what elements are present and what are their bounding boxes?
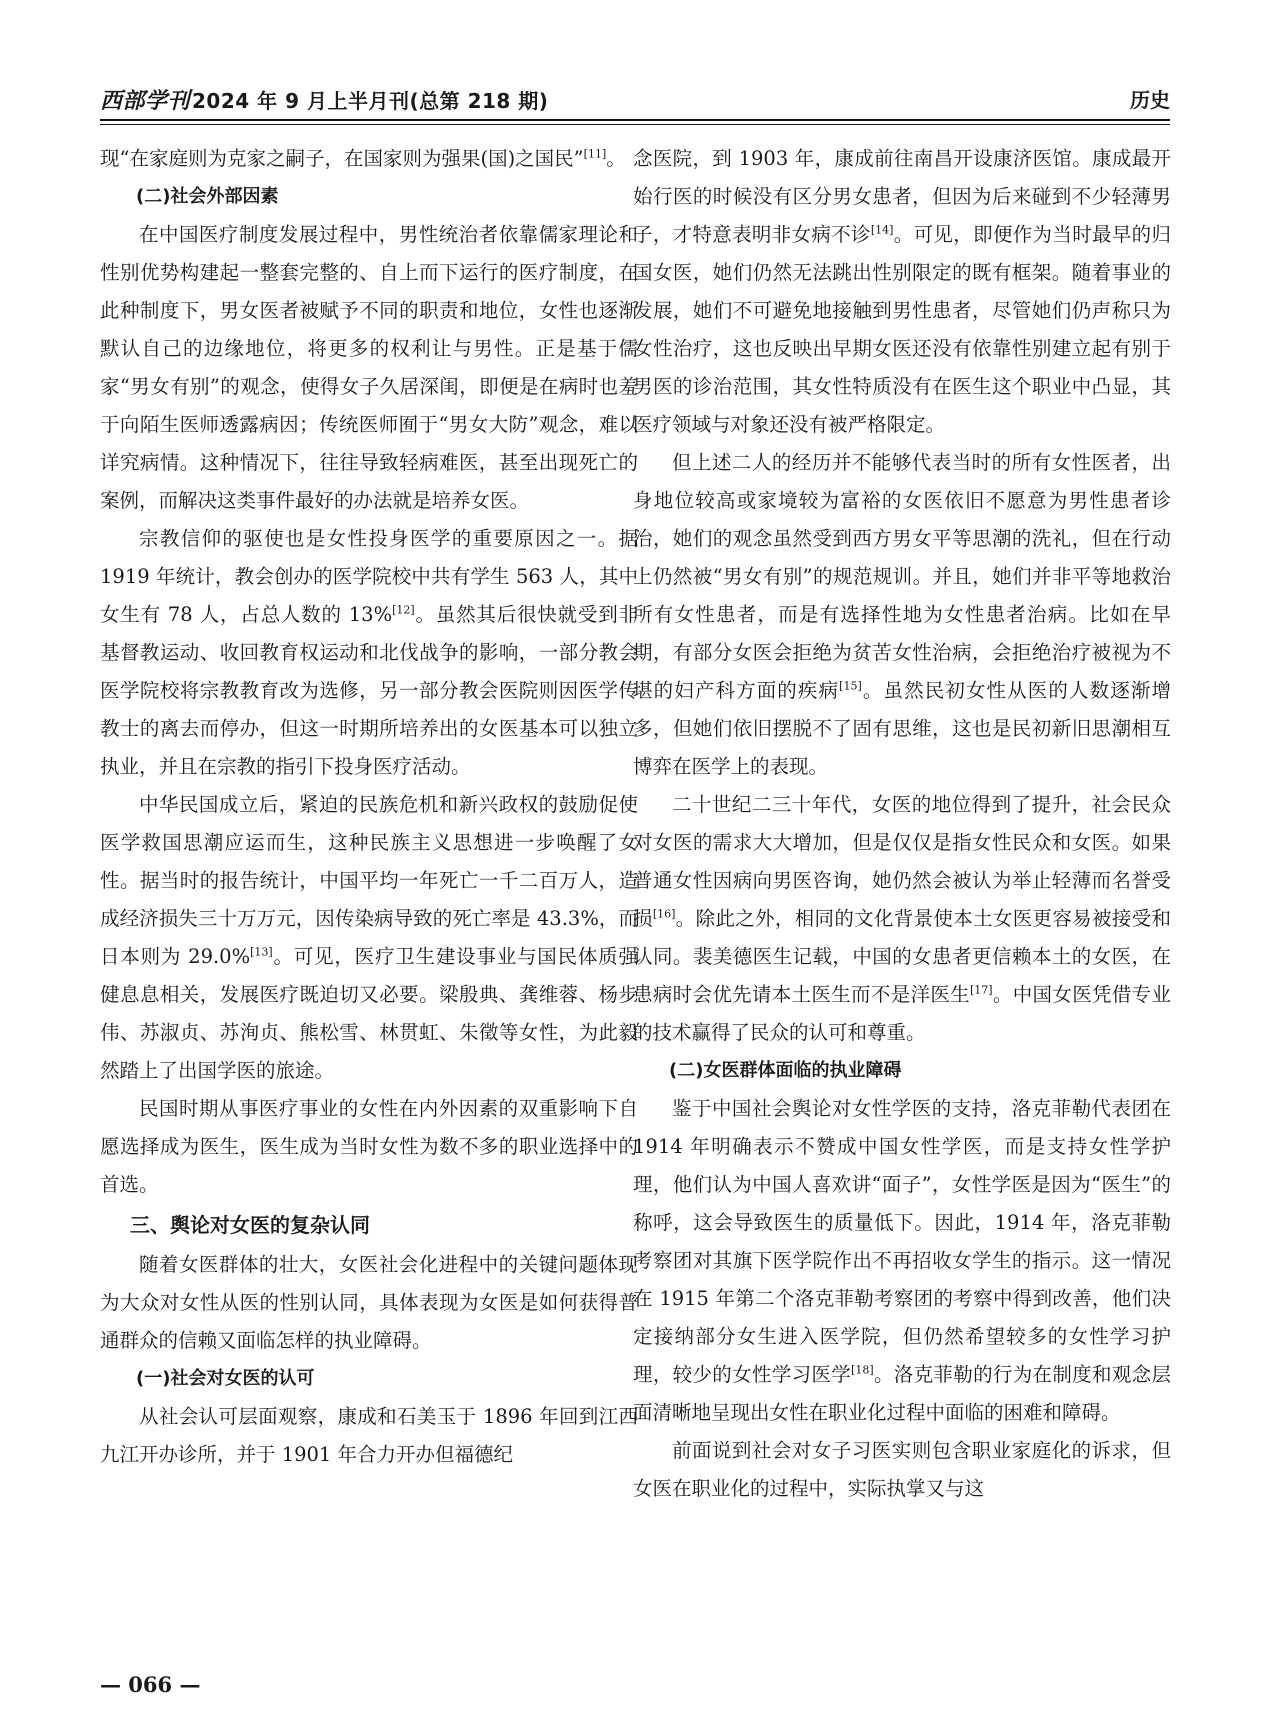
citation: [14] bbox=[870, 223, 894, 237]
paragraph: 二十世纪二三十年代，女医的地位得到了提升，社会民众对女医的需求大大增加，但是仅仅是指女性民众和女医。如果普通女性因病向男医咨询，她仍然会被认为举止轻薄而名誉受损[16]。除此之外，相同的文化背景使本土女医更容易被接受和认同。裴美德医生记载，中国的女患者更信赖本土的女医，在患病时会优先请本土医生而不是洋医生[17]。中国女医凭借专业的技术赢得了民众的认可和尊重。 bbox=[633, 793, 1171, 1044]
citation: [12] bbox=[392, 603, 415, 617]
citation: [16] bbox=[652, 907, 676, 921]
citation: [15] bbox=[839, 679, 862, 693]
page-header bbox=[100, 84, 1170, 118]
subsection-heading: (二)社会外部因素 bbox=[136, 186, 279, 207]
subsection-heading: (二)女医群体面临的执业障碍 bbox=[669, 1060, 902, 1081]
paragraph: 随着女医群体的壮大，女医社会化进程中的关键问题体现为大众对女性从医的性别认同，具体表现为女医是如何获得普通群众的信赖又面临怎样的执业障碍。 bbox=[100, 1253, 638, 1352]
paragraph: 鉴于中国社会舆论对女性学医的支持，洛克菲勒代表团在 1914 年明确表示不赞成中国女性学医，而是支持女性学护理，他们认为中国人喜欢讲“面子”，女性学医是因为“医生”的称呼，这会导致医生的质量低下。因此，1914 年，洛克菲勒考察团对其旗下医学院作出不再招收女学生的指示。这一情况在 1915 年第二个洛克菲勒考察团的考察中得到改善，他们决定接纳部分女生进入医学院，但仍然希望较多的女性学习护理，较少的女性学习医学[18]。洛克菲勒的行为在制度和观念层面清晰地呈现出女性在职业化过程中面临的困难和障碍。 bbox=[633, 1097, 1171, 1424]
paragraph: 但上述二人的经历并不能够代表当时的所有女性医者，出身地位较高或家境较为富裕的女医依旧不愿意为男性患者诊治，她们的观念虽然受到西方男女平等思潮的洗礼，但在行动上仍然被“男女有别”的规范规训。并且，她们并非平等地救治所有女性患者，而是有选择性地为女性患者治病。比如在早期，有部分女医会拒绝为贫苦女性治病，会拒绝治疗被视为不堪的妇产科方面的疾病[15]。虽然民初女性从医的人数逐渐增多，但她们依旧摆脱不了固有思维，这也是民初新旧思潮相互博弈在医学上的表现。 bbox=[633, 451, 1171, 778]
right-column bbox=[633, 140, 1171, 1508]
subsection-heading: (一)社会对女医的认可 bbox=[136, 1368, 315, 1389]
header-rule bbox=[100, 119, 1170, 121]
issue-label: 2024 年 9 月上半月刊(总第 218 期) bbox=[192, 89, 549, 113]
journal-issue-line bbox=[100, 84, 548, 115]
header-rule-thin bbox=[100, 124, 1170, 125]
citation: [18] bbox=[851, 1363, 874, 1377]
paragraph: 前面说到社会对女子习医实则包含职业家庭化的诉求，但女医在职业化的过程中，实际执掌又与这 bbox=[633, 1439, 1171, 1500]
citation: [13] bbox=[250, 945, 273, 959]
left-column bbox=[100, 140, 638, 1474]
page-number: — 066 — bbox=[100, 1672, 201, 1697]
paragraph: 宗教信仰的驱使也是女性投身医学的重要原因之一。据 1919 年统计，教会创办的医学院校中共有学生 563 人，其中女生有 78 人，占总人数的 13%[12]。虽然其后很快就受到非基督教运动、收回教育权运动和北伐战争的影响，一部分教会医学院校将宗教教育改为选修，另一部分教会医院则因医学传教士的离去而停办，但这一时期所培养出的女医基本可以独立执业，并且在宗教的指引下投身医疗活动。 bbox=[100, 527, 638, 778]
paragraph: 念医院，到 1903 年，康成前往南昌开设康济医馆。康成最开始行医的时候没有区分男女患者，但因为后来碰到不少轻薄男子，才特意表明非女病不诊[14]。可见，即便作为当时最早的归国女医，她们仍然无法跳出性别限定的既有框架。随着事业的发展，她们不可避免地接触到男性患者，尽管她们仍声称只为女性治疗，这也反映出早期女医还没有依靠性别建立起有别于男医的诊治范围，其女性特质没有在医生这个职业中凸显，其医疗领域与对象还没有被严格限定。 bbox=[633, 147, 1171, 436]
citation: [17] bbox=[969, 983, 993, 997]
journal-logo: 西部学刊 bbox=[100, 88, 191, 114]
paragraph: 在中国医疗制度发展过程中，男性统治者依靠儒家理论和性别优势构建起一整套完整的、自上而下运行的医疗制度，在此种制度下，男女医者被赋予不同的职责和地位，女性也逐渐默认自己的边缘地位，将更多的权利让与男性。正是基于儒家“男女有别”的观念，使得女子久居深闺，即便是在病时也羞于向陌生医师透露病因；传统医师囿于“男女大防”观念，难以详究病情。这种情况下，往往导致轻病难医，甚至出现死亡的案例，而解决这类事件最好的办法就是培养女医。 bbox=[100, 223, 638, 512]
paragraph: 从社会认可层面观察，康成和石美玉于 1896 年回到江西九江开办诊所，并于 1901 年合力开办但福德纪 bbox=[100, 1405, 638, 1466]
paragraph: 中华民国成立后，紧迫的民族危机和新兴政权的鼓励促使医学救国思潮应运而生，这种民族主义思想进一步唤醒了女性。据当时的报告统计，中国平均一年死亡一千二百万人，造成经济损失三十万万元，因传染病导致的死亡率是 43.3%，而日本则为 29.0%[13]。可见，医疗卫生建设事业与国民体质强健息息相关，发展医疗既迫切又必要。梁殷典、龚维蓉、杨步伟、苏淑贞、苏洵贞、熊松雪、林贯虹、朱徵等女性，为此毅然踏上了出国学医的旅途。 bbox=[100, 793, 638, 1082]
section-heading: 三、舆论对女医的复杂认同 bbox=[130, 1213, 370, 1237]
paragraph: 民国时期从事医疗事业的女性在内外因素的双重影响下自愿选择成为医生，医生成为当时女性为数不多的职业选择中的首选。 bbox=[100, 1097, 638, 1196]
citation: [11] bbox=[583, 147, 607, 161]
section-label: 历史 bbox=[1130, 88, 1170, 112]
paragraph: 现“在家庭则为克家之嗣子，在国家则为强果(国)之国民”[11]。 bbox=[100, 147, 626, 170]
